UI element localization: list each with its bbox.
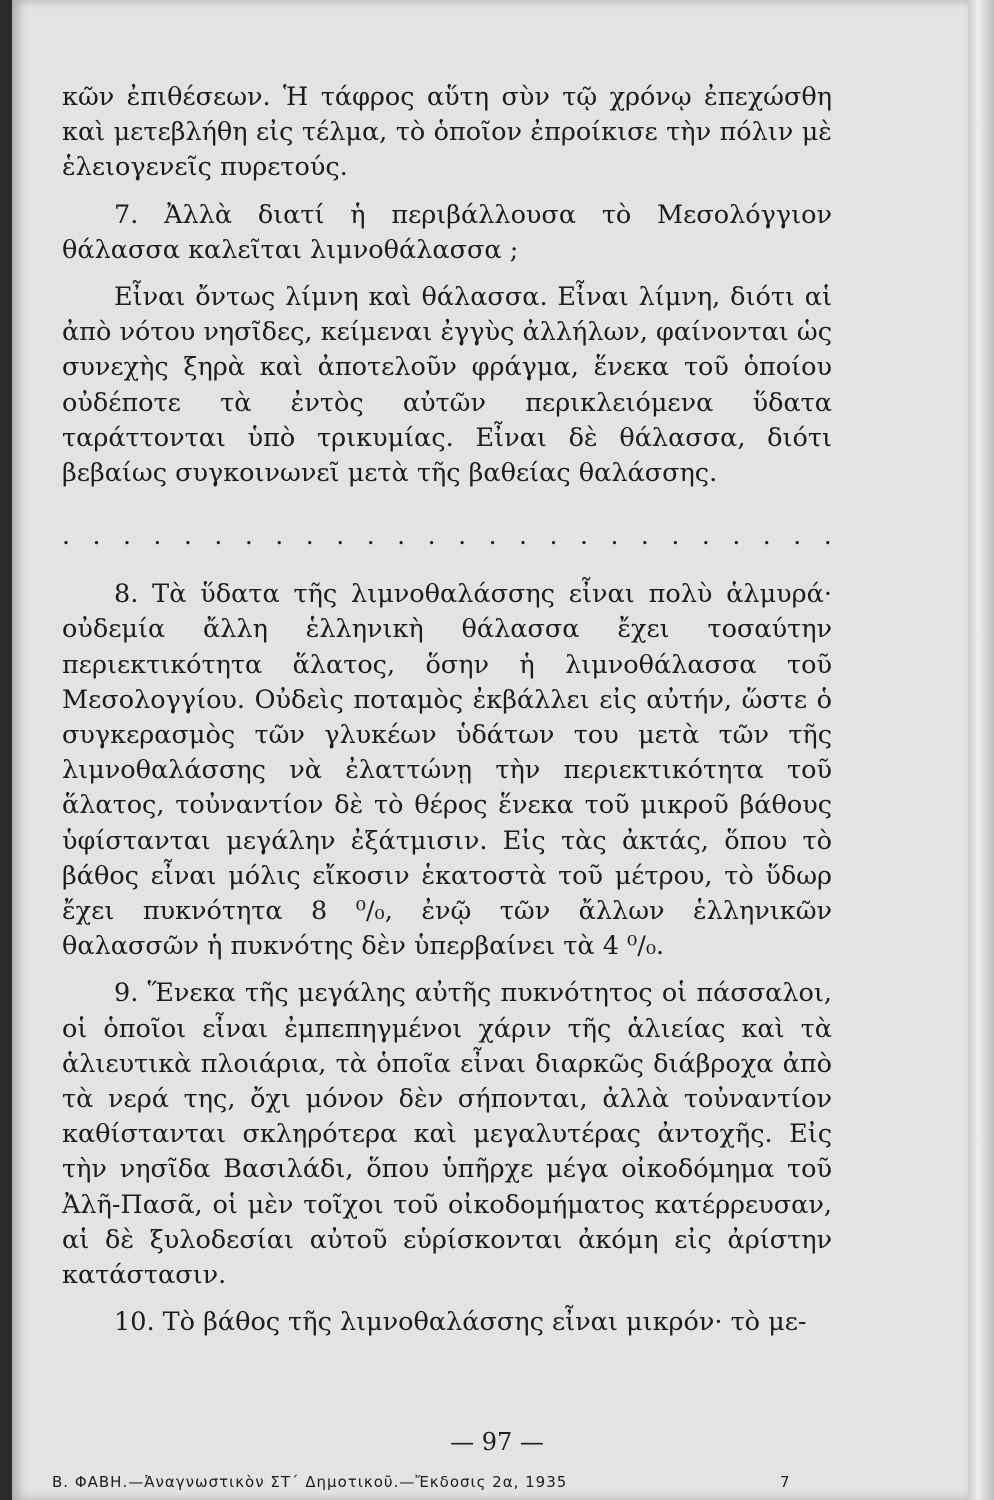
- paragraph-2: 7. Ἀλλὰ διατί ἡ περιβάλλουσα τὸ Μεσολόγγιον θάλασσα καλεῖται λιμνοθάλασσα ;: [62, 199, 832, 265]
- separator-dot: .: [305, 521, 314, 551]
- separator-dot: .: [823, 521, 832, 551]
- book-page: [12, 0, 968, 1500]
- dot-separator: [62, 521, 832, 551]
- separator-dot: .: [793, 521, 802, 551]
- separator-dot: .: [397, 521, 406, 551]
- separator-dot: .: [336, 521, 345, 551]
- separator-dot: .: [214, 521, 223, 551]
- paragraph-5: 9. Ἕνεκα τῆς μεγάλης αὐτῆς πυκνότητος οἱ πάσσαλοι, οἱ ὁποῖοι εἶναι ἐμπεπηγμένοι χάριν τῆς ἁλιείας καὶ τὰ ἁλιευτικὰ πλοιάρια, τὰ ὁποῖα εἶναι διαρκῶς διάβροχα ἀπὸ τὰ νερά της, ὄχι μόνον δὲν σήπονται, ἀλλὰ τοὐναντίον καθίστανται σκληρότερα καὶ μεγαλυτέρας ἀντοχῆς. Εἰς τὴν νησῖδα Βασιλάδι, ὅπου ὑπῆρχε μέγα οἰκοδόμημα τοῦ Ἀλῆ-Πασᾶ, οἱ μὲν τοῖχοι τοῦ οἰκοδομήματος κατέρρευσαν, αἱ δὲ ξυλοδεσίαι αὐτοῦ εὑρίσκονται ἀκόμη εἰς ἀρίστην κατάστασιν.: [62, 978, 832, 1291]
- paragraph-6: 10. Τὸ βάθος τῆς λιμνοθαλάσσης εἶναι μικρόν· τὸ με-: [114, 1307, 807, 1338]
- separator-dot: .: [519, 521, 527, 551]
- separator-dot: .: [62, 521, 70, 551]
- separator-dot: .: [427, 521, 436, 551]
- page-number: — 97 —: [450, 1428, 544, 1456]
- page-edge: [968, 0, 994, 1500]
- page-text: [62, 80, 832, 1359]
- separator-dot: .: [244, 521, 253, 551]
- separator-dot: .: [122, 521, 131, 551]
- separator-dot: .: [610, 521, 619, 551]
- separator-dot: .: [275, 521, 284, 551]
- separator-dot: .: [488, 521, 497, 551]
- separator-dot: .: [366, 521, 375, 551]
- footer-citation: Β. ΦΑΒΗ.—Ἀναγνωστικὸν ΣΤ΄ Δημοτικοῦ.—Ἔκδοσις 2α, 1935: [52, 1473, 568, 1491]
- separator-dot: .: [732, 521, 741, 551]
- separator-dot: .: [92, 521, 101, 551]
- separator-dot: .: [701, 521, 710, 551]
- separator-dot: .: [762, 521, 771, 551]
- paragraph-1: κῶν ἐπιθέσεων. Ἡ τάφρος αὕτη σὺν τῷ χρόνῳ ἐπεχώσθη καὶ μετεβλήθη εἰς τέλμα, τὸ ὁποῖον ἐπροίκισε τὴν πόλιν μὲ ἑλειογενεῖς πυρετούς.: [62, 82, 832, 183]
- paragraph-4: 8. Τὰ ὕδατα τῆς λιμνοθαλάσσης εἶναι πολὺ ἁλμυρά· οὐδεμία ἄλλη ἑλληνικὴ θάλασσα ἔχει τοσαύτην περιεκτικότητα ἅλατος, ὅσην ἡ λιμνοθάλασσα τοῦ Μεσολογγίου. Οὐδεὶς ποταμὸς ἐκβάλλει εἰς αὐτήν, ὥστε ὁ συγκερασμὸς τῶν γλυκέων ὑδάτων του μετὰ τῶν τῆς λιμνοθαλάσσης νὰ ἐλαττώνῃ τὴν περιεκτικότητα τοῦ ἅλατος, τοὐναντίον δὲ τὸ θέρος ἕνεκα τοῦ μικροῦ βάθους ὑφίστανται μεγάλην ἐξάτμισιν. Εἰς τὰς ἀκτάς, ὅπου τὸ βάθος εἶναι μόλις εἴκοσιν ἑκατοστὰ τοῦ μέτρου, τὸ ὕδωρ ἔχει πυκνότητα 8 ⁰/₀, ἐνῷ τῶν ἄλλων ἑλληνικῶν θαλασσῶν ἡ πυκνότης δὲν ὑπερβαίνει τὰ 4 ⁰/₀.: [62, 579, 832, 962]
- separator-dot: .: [183, 521, 192, 551]
- separator-dot: .: [671, 521, 680, 551]
- paragraph-3: Εἶναι ὄντως λίμνη καὶ θάλασσα. Εἶναι λίμνη, διότι αἱ ἀπὸ νότου νησῖδες, κείμεναι ἐγγὺς ἀλλήλων, φαίνονται ὡς συνεχὴς ξηρὰ καὶ ἀποτελοῦν φράγμα, ἕνεκα τοῦ ὁποίου οὐδέποτε τὰ ἐντὸς αὐτῶν περικλειόμενα ὕδατα ταράττονται ὑπὸ τρικυμίας. Εἶναι δὲ θάλασσα, διότι βεβαίως συγκοινωνεῖ μετὰ τῆς βαθείας θαλάσσης.: [62, 282, 832, 489]
- separator-dot: .: [153, 521, 162, 551]
- separator-dot: .: [579, 521, 588, 551]
- separator-dot: .: [458, 521, 467, 551]
- separator-dot: .: [640, 521, 649, 551]
- separator-dot: .: [549, 521, 558, 551]
- signature-mark: 7: [780, 1473, 790, 1491]
